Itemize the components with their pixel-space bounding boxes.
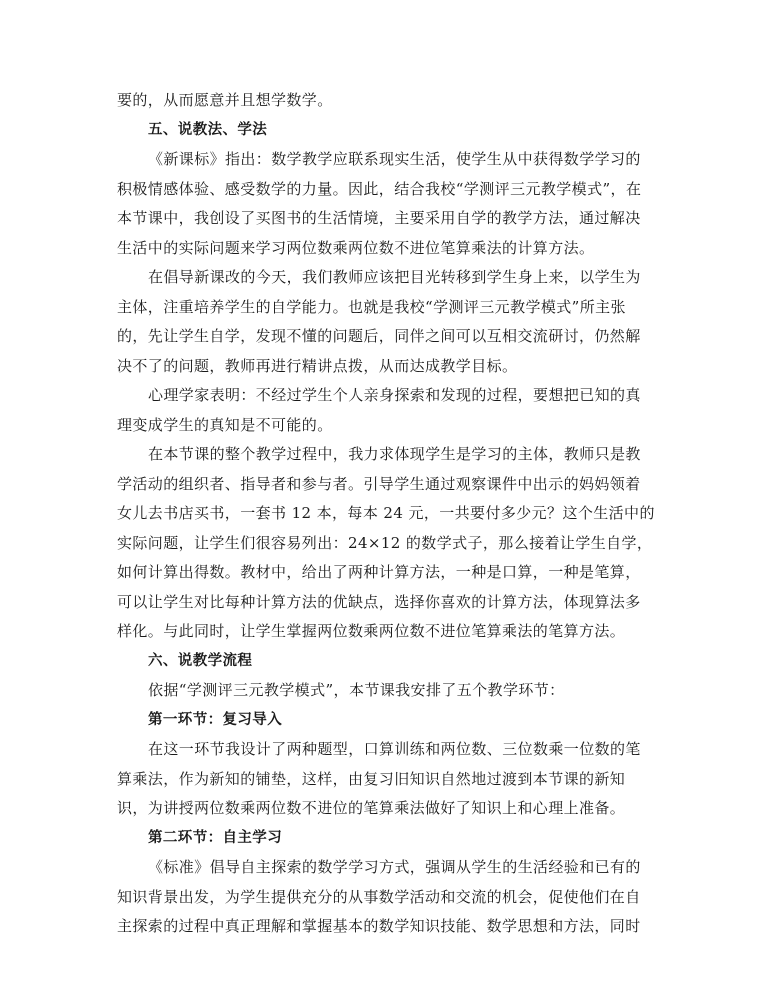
paragraph-line: 依据“学测评三元教学模式”，本节课我安排了五个教学环节： <box>148 681 565 699</box>
paragraph-line: 《新课标》指出：数学教学应联系现实生活，使学生从中获得数学学习的 <box>148 150 641 168</box>
section-heading: 五、说教法、学法 <box>148 121 268 138</box>
paragraph-line: 算乘法，作为新知的铺垫，这样，由复习旧知识自然地过渡到本节课的新知 <box>117 769 626 788</box>
paragraph-line: 决不了的问题，教师再进行精讲点拨，从而达成教学目标。 <box>117 356 518 375</box>
paragraph-line: 识，为讲授两位数乘两位数不进位的笔算乘法做好了知识上和心理上准备。 <box>117 799 626 817</box>
paragraph-line: 实际问题，让学生们很容易列出：24×12 的数学式子，那么接着让学生自学， <box>117 533 653 552</box>
paragraph-line: 主体，注重培养学生的自学能力。也就是我校“学测评三元教学模式”所主张 <box>117 297 626 316</box>
paragraph-line: 的，先让学生自学，发现不懂的问题后，同伴之间可以互相交流研讨，仍然解 <box>117 327 641 345</box>
paragraph-line: 要的，从而愿意并且想学数学。 <box>117 91 333 109</box>
paragraph-line: 可以让学生对比每种计算方法的优缺点，选择你喜欢的计算方法，体现算法多 <box>117 592 641 611</box>
paragraph-line: 女儿去书店买书，一套书 12 本，每本 24 元，一共要付多少元？这个生活中的 <box>117 504 655 522</box>
paragraph-line: 在这一环节我设计了两种题型，口算训练和两位数、三位数乘一位数的笔 <box>148 740 641 758</box>
paragraph-line: 本节课中，我创设了买图书的生活情境，主要采用自学的教学方法，通过解决 <box>117 209 641 227</box>
paragraph-line: 知识背景出发，为学生提供充分的从事数学活动和交流的机会，促使他们在自 <box>117 887 641 906</box>
document-body <box>117 86 655 942</box>
subsection-heading: 第二环节：自主学习 <box>148 829 283 846</box>
paragraph-line: 主探索的过程中真正理解和掌握基本的数学知识技能、数学思想和方法，同时 <box>117 917 641 935</box>
paragraph-line: 在倡导新课改的今天，我们教师应该把目光转移到学生身上来，以学生为 <box>148 268 641 286</box>
section-heading: 六、说教学流程 <box>148 652 253 669</box>
paragraph-line: 心理学家表明：不经过学生个人亲身探索和发现的过程，要想把已知的真 <box>148 386 641 404</box>
paragraph-line: 生活中的实际问题来学习两位数乘两位数不进位笔算乘法的计算方法。 <box>117 238 595 257</box>
paragraph-line: 积极情感体验、感受数学的力量。因此，结合我校“学测评三元教学模式”，在 <box>117 179 642 198</box>
paragraph-line: 在本节课的整个教学过程中，我力求体现学生是学习的主体，教师只是教 <box>148 445 641 463</box>
paragraph-line: 理变成学生的真知是不可能的。 <box>117 415 333 434</box>
paragraph-line: 样化。与此同时，让学生掌握两位数乘两位数不进位笔算乘法的笔算方法。 <box>117 622 626 640</box>
paragraph-line: 学活动的组织者、指导者和参与者。引导学生通过观察课件中出示的妈妈领着 <box>117 474 641 493</box>
subsection-heading: 第一环节：复习导入 <box>148 711 283 728</box>
paragraph-line: 如何计算出得数。教材中，给出了两种计算方法，一种是口算，一种是笔算， <box>117 563 641 581</box>
paragraph-line: 《标准》倡导自主探索的数学学习方式，强调从学生的生活经验和已有的 <box>148 858 641 876</box>
